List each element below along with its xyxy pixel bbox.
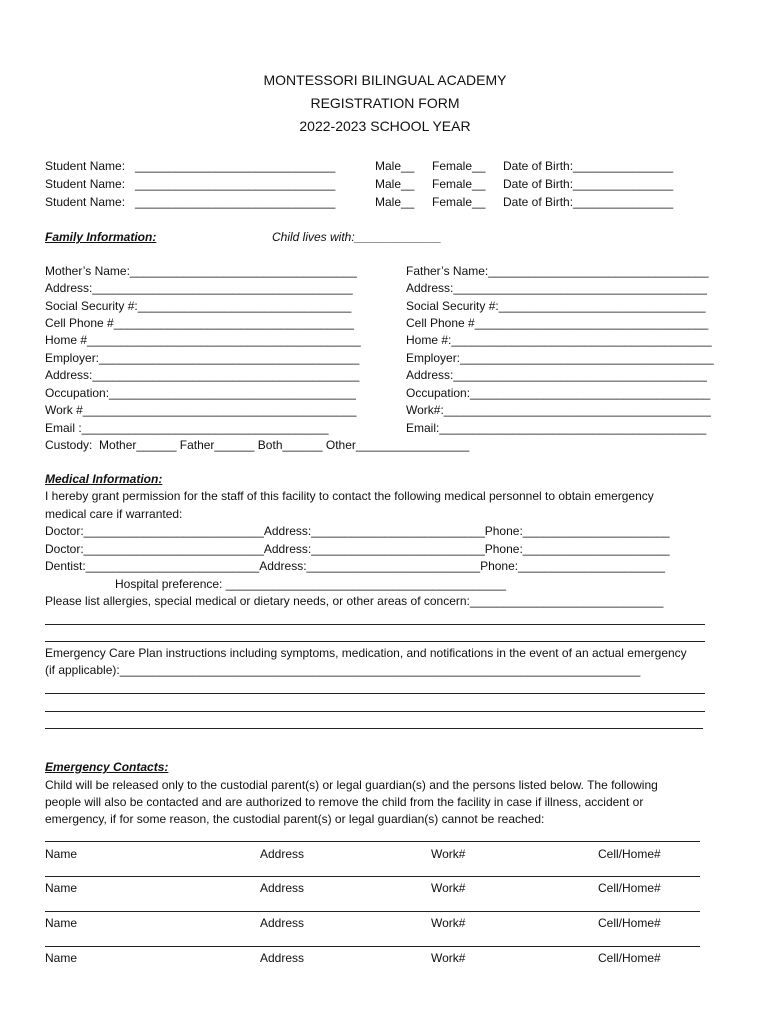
contact-name-label: Name <box>45 847 78 861</box>
emergency-intro-line-1: Child will be released only to the custodial parent(s) or legal guardian(s) and the persons listed below. The following <box>45 778 658 792</box>
father-email-field[interactable]: Email:________________________________________ <box>406 421 707 435</box>
mother-work-field[interactable]: Work #_________________________________________ <box>45 403 357 417</box>
father-employer-field[interactable]: Employer:______________________________________ <box>406 351 714 365</box>
student-name-field[interactable]: Student Name: ______________________________ <box>45 159 336 173</box>
father-work-field[interactable]: Work#:________________________________________ <box>406 403 711 417</box>
student-male-field[interactable]: Male__ <box>375 159 415 173</box>
mother-home-field[interactable]: Home #_________________________________________ <box>45 333 361 347</box>
care-plan-line-1: Emergency Care Plan instructions including symptoms, medication, and notifications in the event of an actual emergency <box>45 646 687 660</box>
student-name-field[interactable]: Student Name: ______________________________ <box>45 177 336 191</box>
care-plan-extra-line[interactable] <box>45 693 705 694</box>
emergency-intro-line-2: people will also be contacted and are authorized to remove the child from the facility in case if illness, accident or <box>45 795 644 809</box>
mother-cell-field[interactable]: Cell Phone #____________________________________ <box>45 316 354 330</box>
student-dob-field[interactable]: Date of Birth:_______________ <box>503 159 674 173</box>
contact-work-label: Work# <box>431 847 466 861</box>
emergency-contacts-heading: Emergency Contacts: <box>45 760 169 774</box>
emergency-contact-line[interactable] <box>45 946 700 947</box>
father-ssn-field[interactable]: Social Security #:_______________________________ <box>406 299 706 313</box>
emergency-contact-line[interactable] <box>45 841 700 842</box>
contact-work-label: Work# <box>431 881 466 895</box>
father-home-field[interactable]: Home #:_______________________________________ <box>406 333 712 347</box>
father-address-field[interactable]: Address:______________________________________ <box>406 281 707 295</box>
contact-address-label: Address <box>260 916 305 930</box>
student-name-field[interactable]: Student Name: ______________________________ <box>45 195 336 209</box>
contact-work-label: Work# <box>431 916 466 930</box>
hospital-preference-field[interactable]: Hospital preference: __________________________________________ <box>115 577 507 591</box>
form-title-year: 2022-2023 SCHOOL YEAR <box>299 118 471 134</box>
mother-name-field[interactable]: Mother’s Name:__________________________________ <box>45 264 357 278</box>
mother-address-field[interactable]: Address:_______________________________________ <box>45 281 353 295</box>
mother-email-field[interactable]: Email :_____________________________________ <box>45 421 329 435</box>
contact-name-label: Name <box>45 881 78 895</box>
student-dob-field[interactable]: Date of Birth:_______________ <box>503 177 674 191</box>
contact-work-label: Work# <box>431 951 466 965</box>
student-female-field[interactable]: Female__ <box>432 177 486 191</box>
contact-name-label: Name <box>45 916 78 930</box>
mother-employer-field[interactable]: Employer:_______________________________________ <box>45 351 360 365</box>
custody-field[interactable]: Custody: Mother______ Father______ Both______ Other_________________ <box>45 438 470 452</box>
contact-address-label: Address <box>260 951 305 965</box>
dentist-field[interactable]: Dentist:__________________________Address:__________________________Phone:______________________ <box>45 559 665 573</box>
emergency-contact-line[interactable] <box>45 911 700 912</box>
doctor-2-field[interactable]: Doctor:___________________________Address:__________________________Phone:______________________ <box>45 542 670 556</box>
medical-info-heading: Medical Information: <box>45 472 163 486</box>
contact-address-label: Address <box>260 881 305 895</box>
mother-employer-address-field[interactable]: Address:________________________________________ <box>45 368 360 382</box>
contact-cell-label: Cell/Home# <box>598 916 661 930</box>
father-cell-field[interactable]: Cell Phone #___________________________________ <box>406 316 709 330</box>
form-title-school: MONTESSORI BILINGUAL ACADEMY <box>263 72 507 88</box>
family-info-heading: Family Information: <box>45 230 157 244</box>
form-title-registration: REGISTRATION FORM <box>310 95 460 111</box>
mother-occupation-field[interactable]: Occupation:_____________________________________ <box>45 386 356 400</box>
allergies-extra-line[interactable] <box>45 641 705 642</box>
contact-cell-label: Cell/Home# <box>598 951 661 965</box>
student-female-field[interactable]: Female__ <box>432 159 486 173</box>
medical-intro-line-1: I hereby grant permission for the staff of this facility to contact the following medical personnel to obtain emergency <box>45 489 654 503</box>
contact-cell-label: Cell/Home# <box>598 881 661 895</box>
student-male-field[interactable]: Male__ <box>375 177 415 191</box>
doctor-1-field[interactable]: Doctor:___________________________Address:__________________________Phone:______________________ <box>45 524 670 538</box>
contact-cell-label: Cell/Home# <box>598 847 661 861</box>
care-plan-field[interactable]: (if applicable):______________________________________________________________________________ <box>45 663 641 677</box>
medical-intro-line-2: medical care if warranted: <box>45 507 183 521</box>
father-name-field[interactable]: Father’s Name:_________________________________ <box>406 264 709 278</box>
father-occupation-field[interactable]: Occupation:____________________________________ <box>406 386 711 400</box>
emergency-intro-line-3: emergency, if for some reason, the custodial parent(s) or legal guardian(s) cannot be reached: <box>45 812 545 826</box>
mother-ssn-field[interactable]: Social Security #:________________________________ <box>45 299 352 313</box>
child-lives-with-field[interactable]: Child lives with:_____________ <box>272 230 442 244</box>
student-male-field[interactable]: Male__ <box>375 195 415 209</box>
emergency-contact-line[interactable] <box>45 876 700 877</box>
contact-name-label: Name <box>45 951 78 965</box>
care-plan-extra-line[interactable] <box>45 711 705 712</box>
student-dob-field[interactable]: Date of Birth:_______________ <box>503 195 674 209</box>
contact-address-label: Address <box>260 847 305 861</box>
care-plan-extra-line[interactable] <box>45 728 703 729</box>
father-employer-address-field[interactable]: Address:______________________________________ <box>406 368 707 382</box>
allergies-extra-line[interactable] <box>45 624 705 625</box>
allergies-field[interactable]: Please list allergies, special medical or dietary needs, or other areas of concern:_____________________________ <box>45 594 664 608</box>
student-female-field[interactable]: Female__ <box>432 195 486 209</box>
